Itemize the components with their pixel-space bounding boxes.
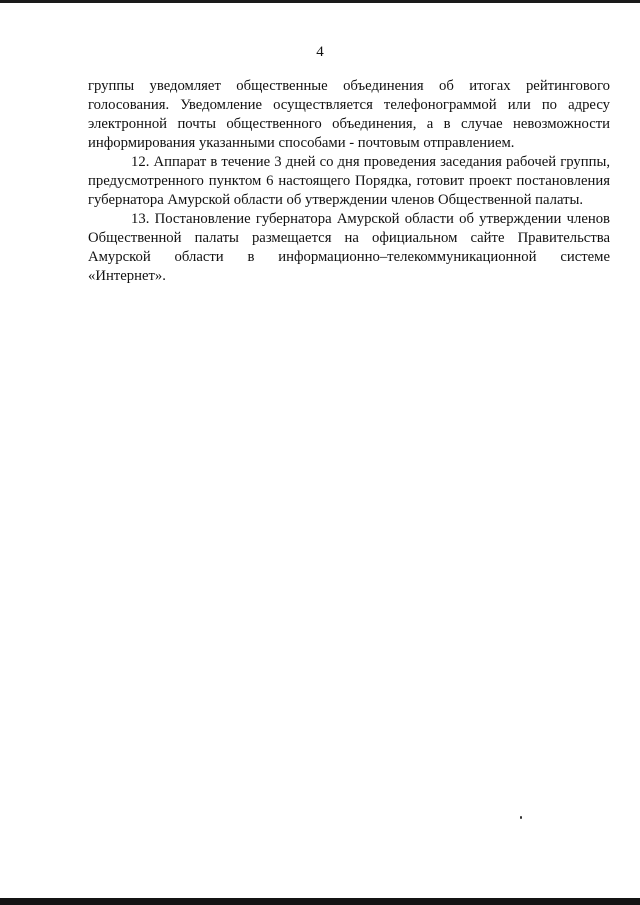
scan-edge-bottom bbox=[0, 898, 640, 905]
document-body bbox=[88, 77, 610, 286]
paragraph-voting-notification: группы уведомляет общественные объединения об итогах рейтингового голосования. Уведомление осуществляется телефонограммой или по адресу электронной почты общественного объединения, а в случае невозможности информирования указанными способами - почтовым отправлением. bbox=[88, 78, 610, 151]
scan-edge-top bbox=[0, 0, 640, 3]
paragraph-13-publication: 13. Постановление губернатора Амурской области об утверждении членов Общественной палаты размещается на официальном сайте Правительства Амурской области в информационно–телекоммуникационной системе «Интернет». bbox=[88, 211, 610, 284]
page-number: 4 bbox=[316, 44, 324, 60]
paragraph-12-draft-resolution: 12. Аппарат в течение 3 дней со дня проведения заседания рабочей группы, предусмотренного пунктом 6 настоящего Порядка, готовит проект постановления губернатора Амурской области об утверждении членов Общественной палаты. bbox=[88, 154, 610, 208]
scan-speck bbox=[520, 816, 522, 819]
